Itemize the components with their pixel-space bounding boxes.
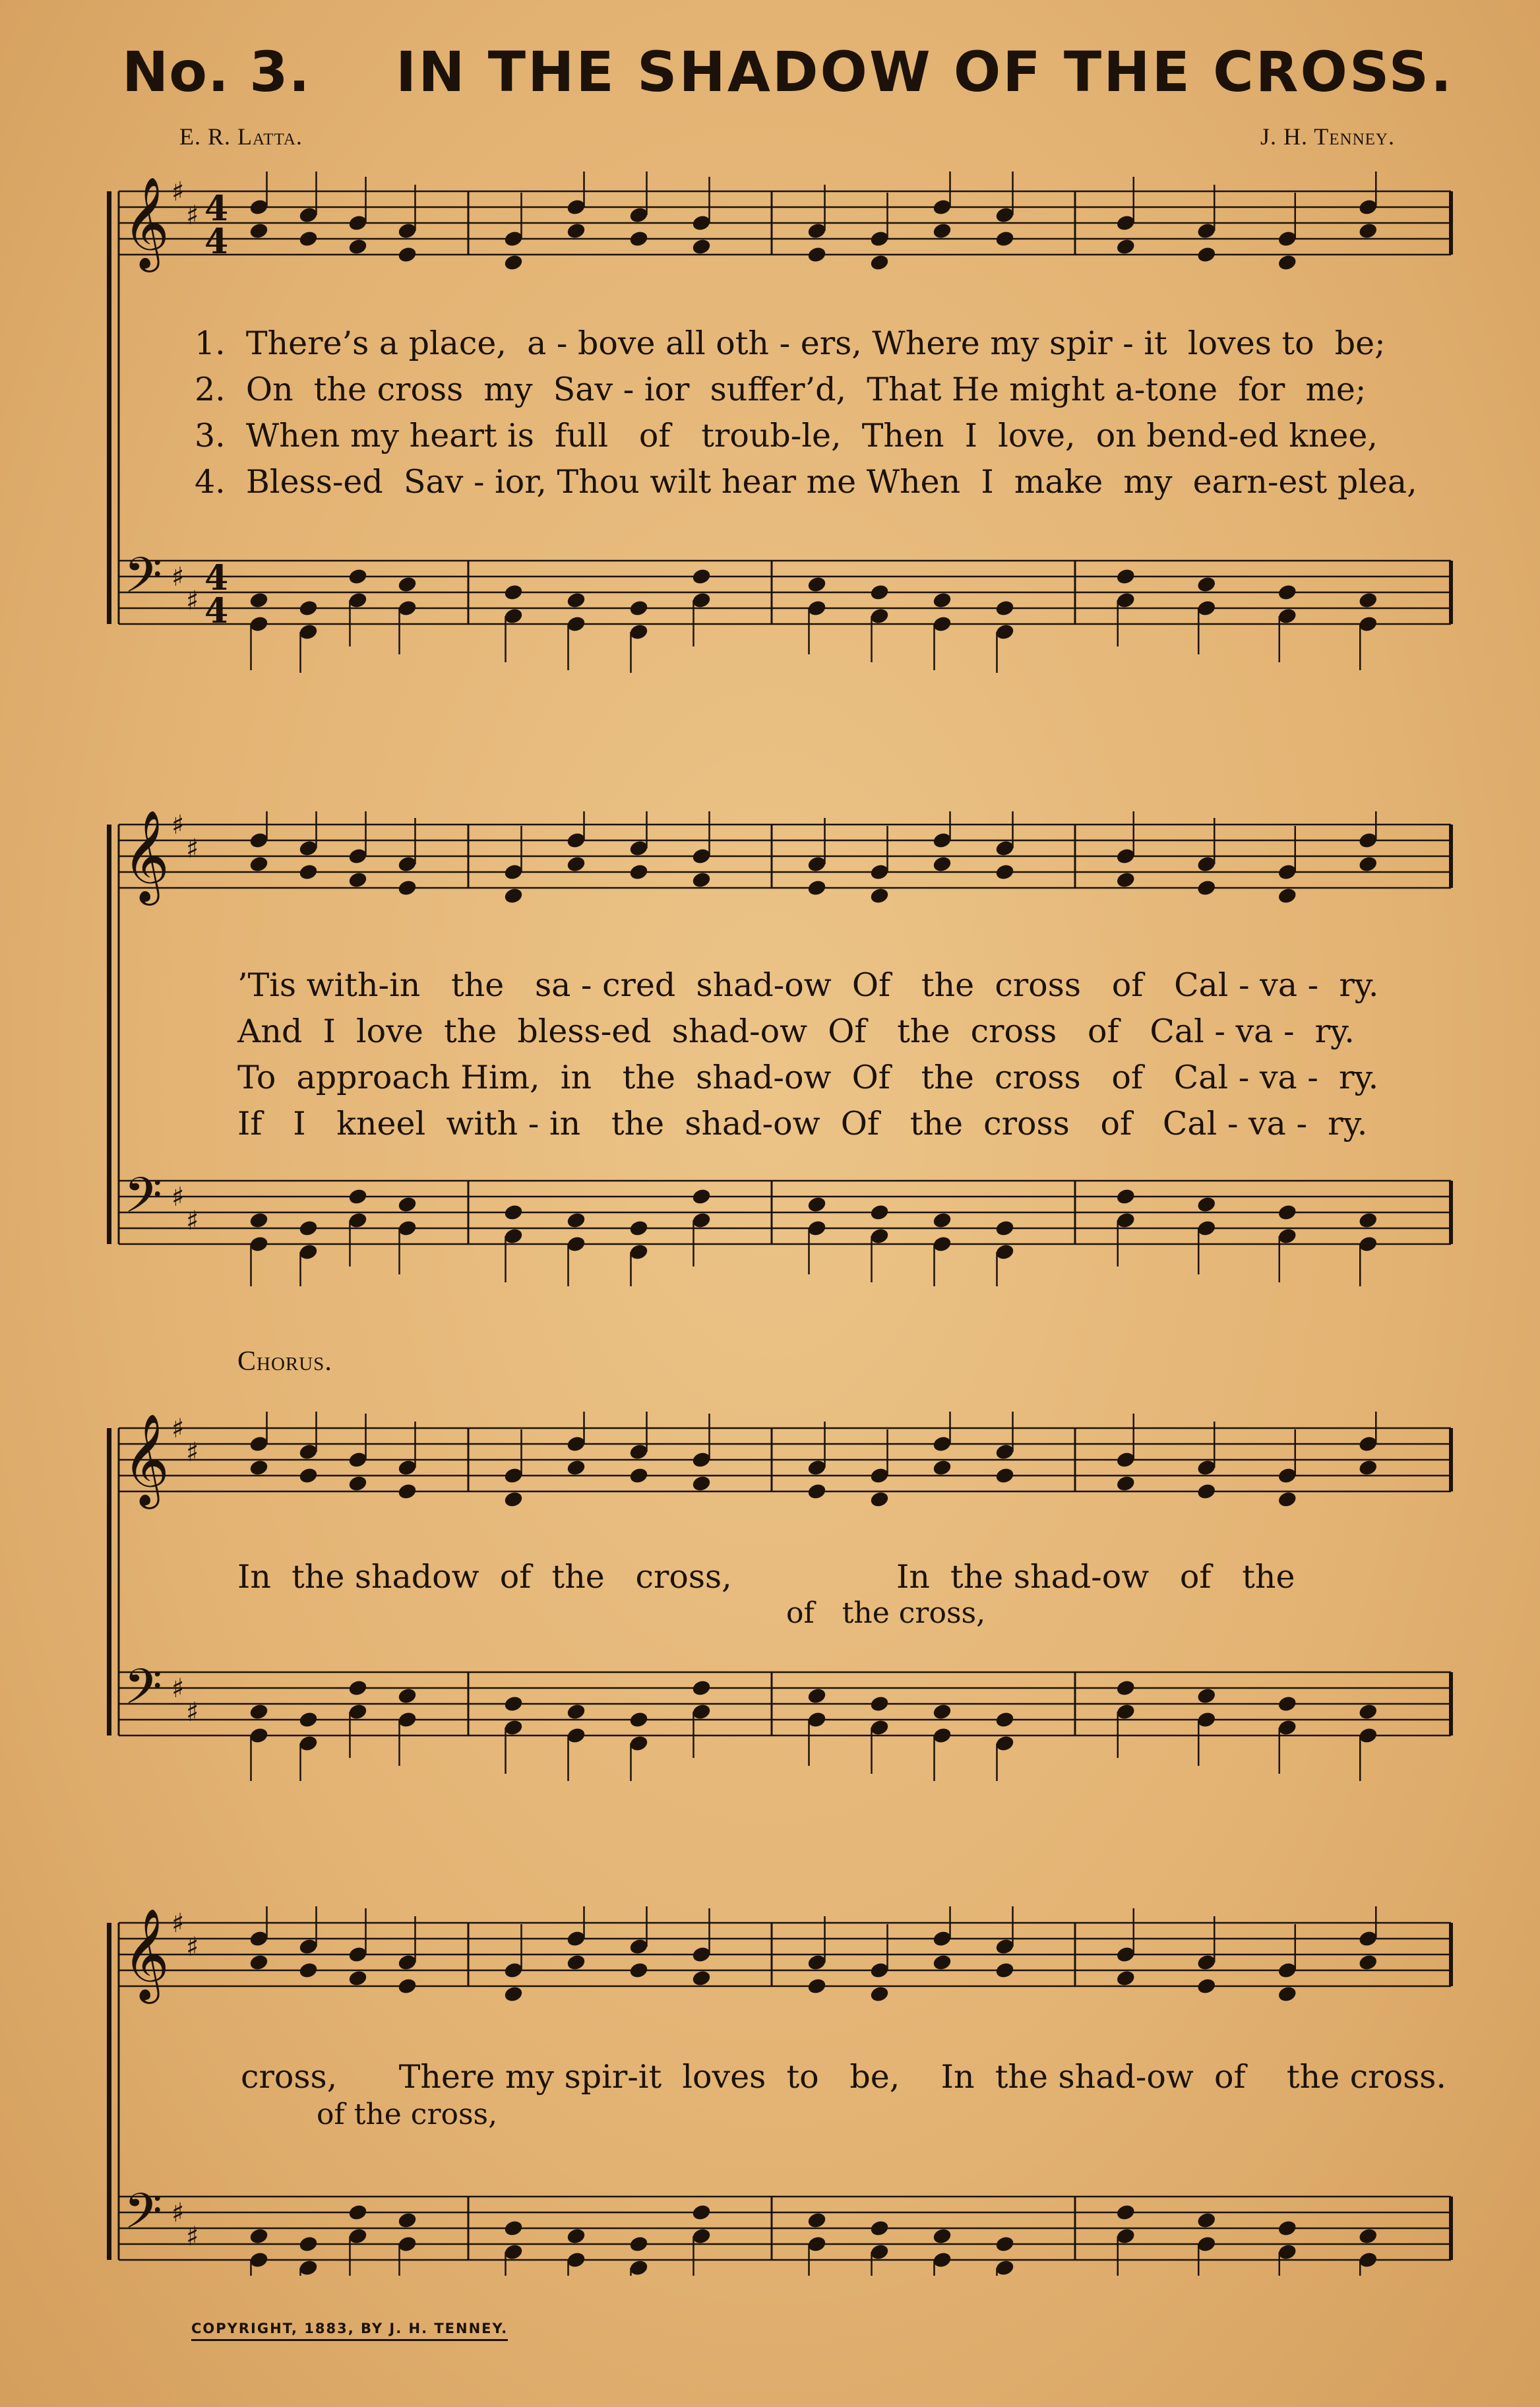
notehead <box>298 599 319 617</box>
notehead <box>995 2235 1015 2253</box>
notehead <box>1196 1977 1217 1995</box>
notehead <box>1115 567 1136 586</box>
bass-clef: 𝄢 <box>124 2183 162 2252</box>
notehead <box>348 1474 368 1493</box>
notehead <box>249 1703 269 1721</box>
notehead <box>932 2227 952 2245</box>
chorus-echo-2: of the cross, <box>317 2098 498 2131</box>
time-signature: 4 <box>204 189 229 229</box>
bass-clef: 𝄢 <box>124 1167 162 1236</box>
sharp-sign: ♯ <box>171 1182 185 1212</box>
notehead <box>348 1969 368 1987</box>
verse-line-3a: 3. When my heart is full of troub-le, Then I love, on bend-ed knee, <box>195 417 1378 454</box>
notehead <box>503 2219 524 2237</box>
notehead <box>995 1710 1015 1729</box>
bass-staff <box>119 1181 1451 1244</box>
notehead <box>249 222 269 240</box>
notehead <box>298 1710 319 1729</box>
notehead <box>995 599 1015 617</box>
notehead <box>397 1482 417 1501</box>
sharp-sign: ♯ <box>171 562 185 592</box>
notehead <box>932 1703 952 1721</box>
notehead <box>298 2235 319 2253</box>
notehead <box>691 1969 712 1987</box>
notehead <box>995 230 1015 248</box>
notehead <box>629 599 649 617</box>
notehead <box>1358 1211 1378 1230</box>
notehead <box>1196 2211 1217 2230</box>
notehead <box>1277 2219 1297 2237</box>
notehead <box>566 1211 586 1230</box>
notehead <box>807 245 827 264</box>
notehead <box>348 1187 368 1206</box>
notehead <box>298 1961 319 1980</box>
sharp-sign: ♯ <box>186 834 199 864</box>
notehead <box>807 1687 827 1705</box>
notehead <box>397 1977 417 1995</box>
notehead <box>691 1187 712 1206</box>
notehead <box>348 237 368 256</box>
notehead <box>1115 1187 1136 1206</box>
notehead <box>995 1219 1015 1237</box>
treble-staff <box>119 191 1451 255</box>
verse-line-4b: If I kneel with - in the shad-ow Of the cross of Cal - va - ry. <box>237 1105 1368 1142</box>
notehead <box>1277 583 1297 602</box>
notehead <box>298 1466 319 1485</box>
notehead <box>566 1458 586 1477</box>
notes-bass <box>249 1679 1378 1781</box>
notehead <box>691 2203 712 2222</box>
sharp-sign: ♯ <box>186 2222 199 2252</box>
notehead <box>503 887 524 905</box>
notehead <box>1277 1985 1297 2003</box>
verse-line-3b: To approach Him, in the shad-ow Of the cross of Cal - va - ry. <box>237 1059 1379 1096</box>
notehead <box>629 1710 649 1729</box>
notehead <box>397 1687 417 1705</box>
notehead <box>691 1474 712 1493</box>
notehead <box>503 1695 524 1713</box>
notehead <box>249 2227 269 2245</box>
verse-line-1a: 1. There’s a place, a - bove all oth - ers, Where my spir - it loves to be; <box>195 325 1386 362</box>
notehead <box>1277 1490 1297 1509</box>
notehead <box>397 575 417 594</box>
verse-line-2a: 2. On the cross my Sav - ior suffer’d, That He might a-tone for me; <box>195 371 1367 408</box>
verse-line-2b: And I love the bless-ed shad-ow Of the cross of Cal - va - ry. <box>237 1013 1355 1050</box>
notehead <box>566 855 586 873</box>
notehead <box>1196 575 1217 594</box>
verse-line-4a: 4. Bless-ed Sav - ior, Thou wilt hear me When I make my earn-est plea, <box>195 463 1417 501</box>
notehead <box>629 1219 649 1237</box>
bass-clef: 𝄢 <box>124 1658 162 1728</box>
notehead <box>932 222 952 240</box>
time-signature: 4 <box>204 558 229 598</box>
notehead <box>1196 1195 1217 1214</box>
notehead <box>807 1195 827 1214</box>
sharp-sign: ♯ <box>171 1414 185 1444</box>
time-signature: 4 <box>204 591 229 631</box>
notehead <box>566 591 586 610</box>
notehead <box>995 1961 1015 1980</box>
time-signature: 4 <box>204 222 229 262</box>
notehead <box>503 1203 524 1222</box>
notehead <box>1277 887 1297 905</box>
copyright-notice: COPYRIGHT, 1883, BY J. H. TENNEY. <box>191 2321 508 2341</box>
treble-clef: 𝄞 <box>123 1908 169 2000</box>
notes-treble <box>249 811 1378 905</box>
notehead <box>869 1695 890 1713</box>
notehead <box>1277 1203 1297 1222</box>
notehead <box>807 2211 827 2230</box>
treble-staff <box>119 825 1451 888</box>
notehead <box>566 222 586 240</box>
notehead <box>629 863 649 881</box>
bass-staff <box>119 561 1451 624</box>
notehead <box>1358 1458 1378 1477</box>
notehead <box>807 1482 827 1501</box>
notehead <box>932 1458 952 1477</box>
notehead <box>932 1211 952 1230</box>
composer-credit: J. H. Tenney. <box>1260 123 1395 150</box>
notehead <box>503 583 524 602</box>
notehead <box>691 1679 712 1697</box>
notehead <box>503 1985 524 2003</box>
notehead <box>1196 1482 1217 1501</box>
bass-staff <box>119 1672 1451 1735</box>
notehead <box>1277 1695 1297 1713</box>
notehead <box>869 2219 890 2237</box>
system-brace <box>107 1428 111 1735</box>
title-row <box>122 40 1474 112</box>
verse-line-1b: ’Tis with-in the sa - cred shad-ow Of the cross of Cal - va - ry. <box>237 966 1379 1004</box>
bass-clef: 𝄢 <box>124 547 162 616</box>
treble-staff <box>119 1923 1451 1986</box>
notehead <box>348 1679 368 1697</box>
notehead <box>503 1490 524 1509</box>
notehead <box>932 1953 952 1972</box>
notehead <box>1358 591 1378 610</box>
notes-bass <box>249 567 1378 673</box>
sharp-sign: ♯ <box>186 1697 199 1728</box>
notehead <box>995 1466 1015 1485</box>
chorus-echo-1: of the cross, <box>786 1596 986 1630</box>
sharp-sign: ♯ <box>186 1206 199 1236</box>
notehead <box>1115 2203 1136 2222</box>
notehead <box>629 2235 649 2253</box>
system-1 <box>106 172 1464 673</box>
notehead <box>807 1977 827 1995</box>
notehead <box>932 855 952 873</box>
hymn-number: No. 3. <box>122 40 311 104</box>
notehead <box>397 1195 417 1214</box>
notehead <box>249 591 269 610</box>
notehead <box>348 567 368 586</box>
sharp-sign: ♯ <box>171 1673 185 1704</box>
notes-bass <box>249 1187 1378 1286</box>
notehead <box>807 575 827 594</box>
chorus-line-2: cross, There my spir-it loves to be, In the shad-ow of the cross. <box>241 2058 1446 2096</box>
notehead <box>629 230 649 248</box>
notehead <box>1358 1703 1378 1721</box>
sharp-sign: ♯ <box>171 811 185 840</box>
notehead <box>1277 253 1297 272</box>
system-2 <box>106 811 1464 1286</box>
notehead <box>869 887 890 905</box>
notehead <box>298 1219 319 1237</box>
notehead <box>869 1203 890 1222</box>
lyricist-credit: E. R. Latta. <box>179 123 303 150</box>
notehead <box>298 863 319 881</box>
treble-clef: 𝄞 <box>123 811 169 902</box>
system-4 <box>106 1906 1464 2276</box>
sharp-sign: ♯ <box>171 1908 185 1939</box>
treble-clef: 𝄞 <box>123 1414 169 1505</box>
notehead <box>1196 1687 1217 1705</box>
notehead <box>807 879 827 897</box>
notehead <box>932 591 952 610</box>
notehead <box>1115 1969 1136 1987</box>
notehead <box>629 1466 649 1485</box>
chorus-label: Chorus. <box>237 1346 332 1377</box>
notehead <box>348 2203 368 2222</box>
notehead <box>298 230 319 248</box>
notehead <box>1115 1679 1136 1697</box>
notehead <box>1196 879 1217 897</box>
notehead <box>1358 855 1378 873</box>
notehead <box>691 237 712 256</box>
system-3 <box>106 1412 1464 1781</box>
notehead <box>1115 1474 1136 1493</box>
notehead <box>397 2211 417 2230</box>
notehead <box>869 1490 890 1509</box>
notehead <box>1115 871 1136 889</box>
treble-staff <box>119 1428 1451 1491</box>
sharp-sign: ♯ <box>186 586 199 616</box>
notehead <box>566 2227 586 2245</box>
system-brace <box>107 191 111 624</box>
system-brace <box>107 1923 111 2260</box>
notehead <box>869 1985 890 2003</box>
notehead <box>249 1211 269 1230</box>
treble-clef: 𝄞 <box>123 177 169 268</box>
notehead <box>249 855 269 873</box>
hymn-title: IN THE SHADOW OF THE CROSS. <box>396 40 1454 104</box>
notehead <box>869 253 890 272</box>
system-brace <box>107 825 111 1244</box>
sharp-sign: ♯ <box>186 1437 199 1468</box>
notehead <box>397 879 417 897</box>
notehead <box>566 1953 586 1972</box>
chorus-line-1: In the shadow of the cross, In the shad-ow of the <box>237 1558 1295 1596</box>
sharp-sign: ♯ <box>186 201 199 231</box>
notehead <box>691 567 712 586</box>
notehead <box>995 863 1015 881</box>
sharp-sign: ♯ <box>171 177 185 207</box>
notehead <box>397 245 417 264</box>
notehead <box>691 871 712 889</box>
music-staff <box>106 1412 1464 1781</box>
notehead <box>249 1458 269 1477</box>
sharp-sign: ♯ <box>186 1932 199 1962</box>
notehead <box>1115 237 1136 256</box>
bass-staff <box>119 2197 1451 2260</box>
notehead <box>566 1703 586 1721</box>
notehead <box>1358 222 1378 240</box>
notehead <box>503 253 524 272</box>
notehead <box>249 1953 269 1972</box>
notehead <box>1358 1953 1378 1972</box>
notehead <box>1196 245 1217 264</box>
notes-treble <box>249 172 1378 272</box>
notes-bass <box>249 2203 1378 2276</box>
sharp-sign: ♯ <box>171 2198 185 2228</box>
notehead <box>1358 2227 1378 2245</box>
notehead <box>348 871 368 889</box>
notehead <box>629 1961 649 1980</box>
notehead <box>869 583 890 602</box>
